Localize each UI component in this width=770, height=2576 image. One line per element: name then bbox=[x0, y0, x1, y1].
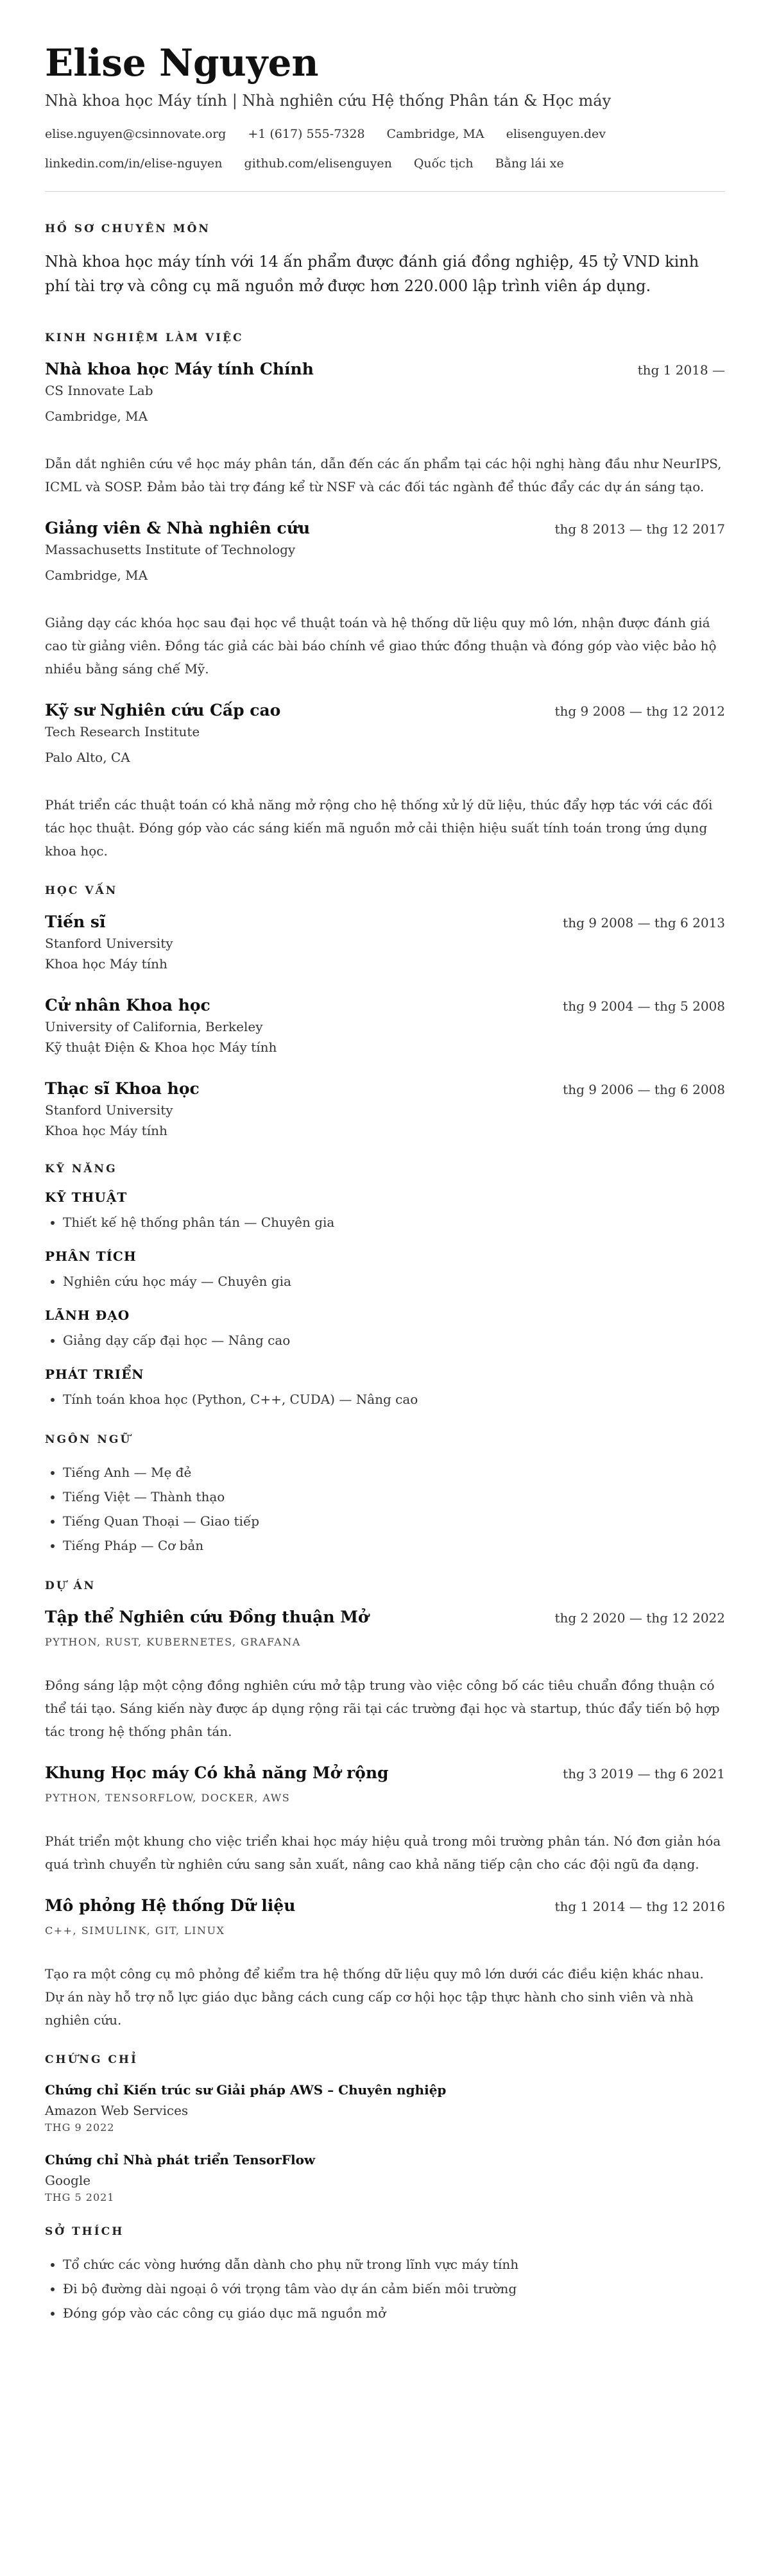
certification-item bbox=[45, 2080, 725, 2134]
section-title-experience: KINH NGHIỆM LÀM VIỆC bbox=[45, 332, 244, 344]
header-divider bbox=[45, 191, 725, 192]
project-date: thg 3 2019 — thg 6 2021 bbox=[563, 1766, 725, 1781]
interests-section bbox=[45, 2225, 725, 2325]
project-description: Tạo ra một công cụ mô phỏng để kiểm tra hệ thống dữ liệu quy mô lớn dưới các điều kiện khác nhau. Dự án này hỗ trợ nỗ lực giáo dục bằng cách cung cấp cơ hội học tập thực hành cho sinh viên và nhà nghiên cứu. bbox=[45, 1966, 704, 2028]
summary-text: Nhà khoa học máy tính với 14 ấn phẩm được đánh giá đồng nghiệp, 45 tỷ VND kinh phí tài trợ và công cụ mã nguồn mở được hơn 220.000 lập trình viên áp dụng. bbox=[45, 253, 699, 295]
section-title-skills: KỸ NĂNG bbox=[45, 1163, 117, 1175]
candidate-headline: Nhà khoa học Máy tính | Nhà nghiên cứu Hệ thống Phân tán & Học máy bbox=[45, 92, 612, 110]
school-name: University of California, Berkeley bbox=[45, 1019, 263, 1034]
skill-list bbox=[45, 1269, 725, 1293]
skill-item: • Nghiên cứu học máy — Chuyên gia bbox=[63, 1269, 725, 1293]
contact-row-1 bbox=[45, 126, 725, 142]
job-title: Nhà khoa học Máy tính Chính bbox=[45, 360, 314, 378]
linkedin-link[interactable]: linkedin.com/in/elise-nguyen bbox=[45, 156, 223, 171]
job-date: thg 1 2018 — bbox=[637, 362, 725, 378]
job-date: thg 9 2008 — thg 12 2012 bbox=[554, 703, 725, 719]
projects-section bbox=[45, 1579, 725, 2032]
job-location: Cambridge, MA bbox=[45, 408, 148, 424]
resume-header bbox=[45, 41, 725, 172]
skill-list bbox=[45, 1387, 725, 1411]
certification-date: THG 9 2022 bbox=[45, 2121, 115, 2134]
degree-title: Cử nhân Khoa học bbox=[45, 996, 210, 1014]
field-of-study: Khoa học Máy tính bbox=[45, 1123, 167, 1138]
job-org: CS Innovate Lab bbox=[45, 383, 153, 398]
language-item: • Tiếng Pháp — Cơ bản bbox=[63, 1533, 725, 1558]
job-description: Phát triển các thuật toán có khả năng mở rộng cho hệ thống xử lý dữ liệu, thúc đẩy hợp tác với các đối tác học thuật. Đóng góp vào các sáng kiến mã nguồn mở cải thiện hiệu suất tính toán trong ứng dụng khoa học. bbox=[45, 797, 713, 859]
skill-item: • Tính toán khoa học (Python, C++, CUDA) — Nâng cao bbox=[63, 1387, 725, 1411]
education-item bbox=[45, 995, 725, 1057]
website-link[interactable]: elisenguyen.dev bbox=[506, 127, 606, 141]
summary-section bbox=[45, 223, 725, 298]
section-title-interests: SỞ THÍCH bbox=[45, 2225, 124, 2238]
email-link[interactable]: elise.nguyen@csinnovate.org bbox=[45, 127, 227, 141]
skill-item: • Giảng dạy cấp đại học — Nâng cao bbox=[63, 1328, 725, 1352]
section-title-certifications: CHỨNG CHỈ bbox=[45, 2053, 138, 2066]
section-title-summary: HỒ SƠ CHUYÊN MÔN bbox=[45, 223, 210, 235]
section-title-education: HỌC VẤN bbox=[45, 884, 118, 897]
language-item: • Tiếng Việt — Thành thạo bbox=[63, 1485, 725, 1509]
certification-title: Chứng chỉ Kiến trúc sư Giải pháp AWS – Chuyên nghiệp bbox=[45, 2082, 447, 2098]
education-section bbox=[45, 884, 725, 1141]
skill-item: • Thiết kế hệ thống phân tán — Chuyên gia bbox=[63, 1210, 725, 1234]
degree-date: thg 9 2006 — thg 6 2008 bbox=[563, 1082, 725, 1097]
education-item bbox=[45, 1078, 725, 1141]
certification-issuer: Google bbox=[45, 2173, 91, 2188]
certification-date: THG 5 2021 bbox=[45, 2191, 115, 2203]
experience-item bbox=[45, 518, 725, 680]
job-org: Massachusetts Institute of Technology bbox=[45, 542, 296, 557]
skill-group-title: PHÂN TÍCH bbox=[45, 1249, 137, 1264]
language-list bbox=[45, 1460, 725, 1558]
driver-license-text: Bằng lái xe bbox=[495, 156, 564, 171]
skill-list bbox=[45, 1210, 725, 1234]
job-description: Giảng dạy các khóa học sau đại học về thuật toán và hệ thống dữ liệu quy mô lớn, nhận được đánh giá cao từ giảng viên. Đồng tác giả các bài báo chính về giao thức đồng thuận và đóng góp vào việc bảo hộ nhiều bằng sáng chế Mỹ. bbox=[45, 615, 717, 677]
job-org: Tech Research Institute bbox=[45, 724, 200, 739]
section-title-projects: DỰ ÁN bbox=[45, 1579, 96, 1592]
skills-section bbox=[45, 1163, 725, 1411]
skill-group-title: KỸ THUẬT bbox=[45, 1190, 128, 1205]
degree-date: thg 9 2008 — thg 6 2013 bbox=[563, 915, 725, 930]
skill-group-title: PHÁT TRIỂN bbox=[45, 1367, 144, 1382]
project-tags: PYTHON, TENSORFLOW, DOCKER, AWS bbox=[45, 1792, 291, 1804]
phone-text: +1 (617) 555-7328 bbox=[248, 127, 365, 141]
certification-item bbox=[45, 2150, 725, 2203]
job-date: thg 8 2013 — thg 12 2017 bbox=[554, 521, 725, 537]
field-of-study: Kỹ thuật Điện & Khoa học Máy tính bbox=[45, 1040, 277, 1055]
project-title: Tập thể Nghiên cứu Đồng thuận Mở bbox=[45, 1608, 369, 1626]
school-name: Stanford University bbox=[45, 1102, 173, 1118]
school-name: Stanford University bbox=[45, 936, 173, 951]
experience-item bbox=[45, 700, 725, 863]
section-title-languages: NGÔN NGỮ bbox=[45, 1433, 132, 1446]
project-date: thg 1 2014 — thg 12 2016 bbox=[554, 1899, 725, 1914]
project-item bbox=[45, 1762, 725, 1876]
degree-title: Tiến sĩ bbox=[45, 913, 106, 931]
certification-issuer: Amazon Web Services bbox=[45, 2103, 189, 2118]
project-description: Phát triển một khung cho việc triển khai học máy hiệu quả trong môi trường phân tán. Nó đơn giản hóa quá trình chuyển từ nghiên cứu sang sản xuất, nâng cao khả năng tiếp cận cho các đội ngũ đa dạng. bbox=[45, 1833, 721, 1872]
nationality-text: Quốc tịch bbox=[413, 156, 474, 171]
project-tags: C++, SIMULINK, GIT, LINUX bbox=[45, 1924, 225, 1937]
project-tags: PYTHON, RUST, KUBERNETES, GRAFANA bbox=[45, 1636, 301, 1648]
job-location: Palo Alto, CA bbox=[45, 750, 130, 765]
experience-section bbox=[45, 332, 725, 863]
project-title: Mô phỏng Hệ thống Dữ liệu bbox=[45, 1896, 296, 1915]
certifications-section bbox=[45, 2053, 725, 2203]
location-text: Cambridge, MA bbox=[386, 127, 484, 141]
interest-item: • Đóng góp vào các công cụ giáo dục mã nguồn mở bbox=[63, 2301, 725, 2325]
skill-list bbox=[45, 1328, 725, 1352]
contact-row-2 bbox=[45, 155, 725, 172]
certification-title: Chứng chỉ Nhà phát triển TensorFlow bbox=[45, 2152, 316, 2168]
education-item bbox=[45, 911, 725, 974]
project-item bbox=[45, 1895, 725, 2032]
job-title: Kỹ sư Nghiên cứu Cấp cao bbox=[45, 701, 281, 720]
languages-section bbox=[45, 1433, 725, 1558]
degree-title: Thạc sĩ Khoa học bbox=[45, 1079, 200, 1098]
interest-item: • Tổ chức các vòng hướng dẫn dành cho phụ nữ trong lĩnh vực máy tính bbox=[63, 2252, 725, 2277]
interest-list bbox=[45, 2252, 725, 2325]
candidate-name: Elise Nguyen bbox=[45, 41, 319, 85]
language-item: • Tiếng Quan Thoại — Giao tiếp bbox=[63, 1509, 725, 1533]
project-item bbox=[45, 1606, 725, 1743]
job-description: Dẫn dắt nghiên cứu về học máy phân tán, dẫn đến các ấn phẩm tại các hội nghị hàng đầu như NeurIPS, ICML và SOSP. Đảm bảo tài trợ đáng kể từ NSF và các đối tác ngành để thúc đẩy các dự án sáng tạo. bbox=[45, 456, 722, 494]
language-item: • Tiếng Anh — Mẹ đẻ bbox=[63, 1460, 725, 1485]
interest-item: • Đi bộ đường dài ngoại ô với trọng tâm vào dự án cảm biến môi trường bbox=[63, 2277, 725, 2301]
github-link[interactable]: github.com/elisenguyen bbox=[244, 156, 392, 171]
job-location: Cambridge, MA bbox=[45, 568, 148, 583]
degree-date: thg 9 2004 — thg 5 2008 bbox=[563, 998, 725, 1014]
job-title: Giảng viên & Nhà nghiên cứu bbox=[45, 519, 311, 537]
project-title: Khung Học máy Có khả năng Mở rộng bbox=[45, 1764, 389, 1782]
project-date: thg 2 2020 — thg 12 2022 bbox=[554, 1610, 725, 1626]
field-of-study: Khoa học Máy tính bbox=[45, 956, 167, 972]
project-description: Đồng sáng lập một cộng đồng nghiên cứu mở tập trung vào việc công bố các tiêu chuẩn đồng thuận có thể tái tạo. Sáng kiến này được áp dụng rộng rãi tại các trường đại học và startup, thúc đẩy tiến bộ hợp tác trong hệ thống phân tán. bbox=[45, 1678, 720, 1739]
experience-item bbox=[45, 358, 725, 498]
skill-group-title: LÃNH ĐẠO bbox=[45, 1308, 130, 1323]
